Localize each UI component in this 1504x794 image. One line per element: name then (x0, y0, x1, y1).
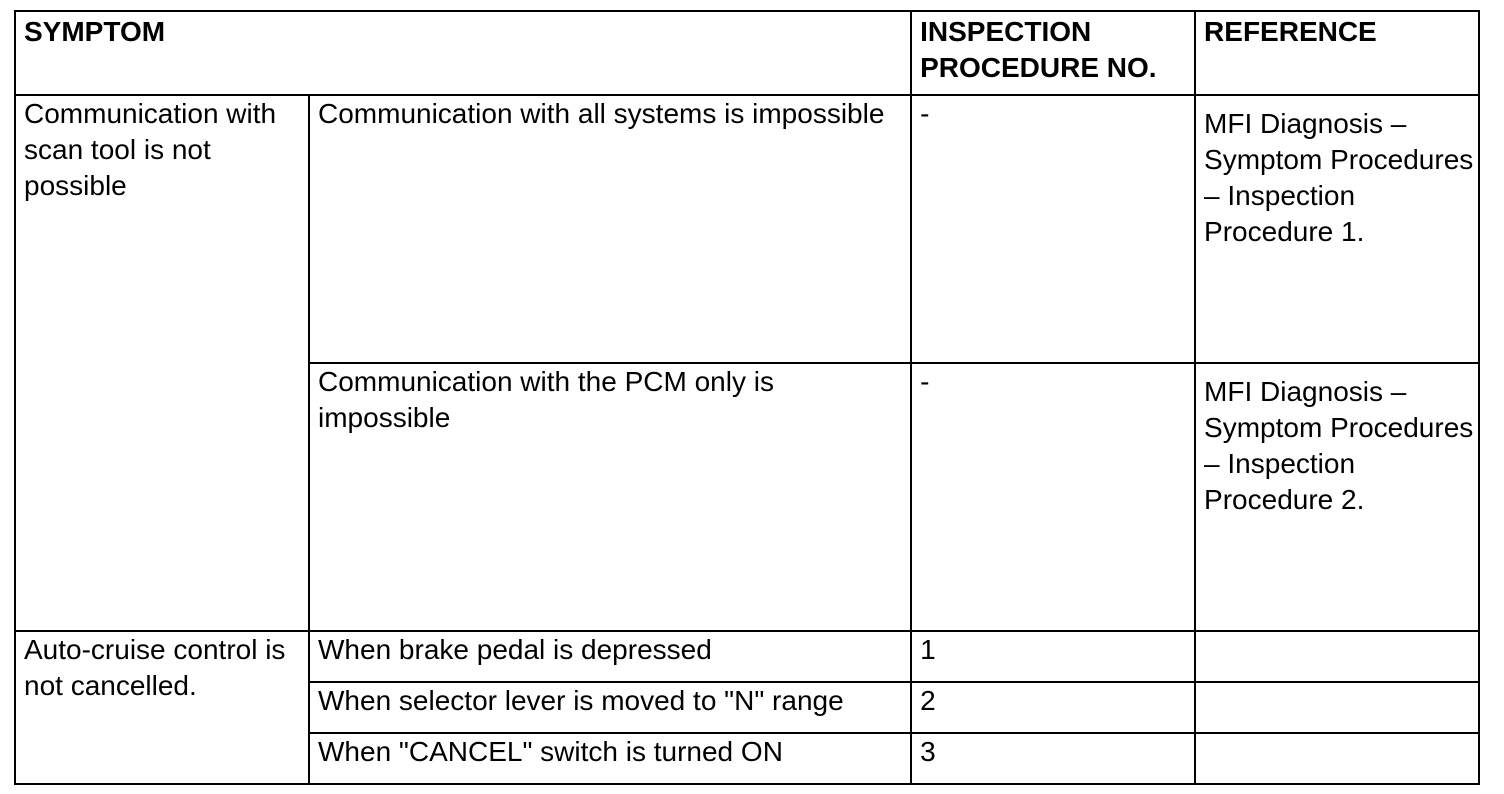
condition-cell: When "CANCEL" switch is turned ON (309, 733, 911, 784)
procedure-cell: - (911, 95, 1195, 363)
procedure-cell: 1 (911, 631, 1195, 682)
reference-cell (1195, 682, 1479, 733)
header-inspection-procedure-no (911, 11, 1195, 95)
condition-cell: Communication with the PCM only is impossible (309, 363, 911, 631)
header-symptom: SYMPTOM (15, 11, 911, 95)
table-header-row (15, 11, 1479, 95)
reference-cell (1195, 631, 1479, 682)
condition-cell: Communication with all systems is impossible (309, 95, 911, 363)
symptom-cell-auto-cruise: Auto-cruise control is not cancelled. (15, 631, 309, 784)
reference-cell (1195, 733, 1479, 784)
symptom-table (14, 10, 1480, 785)
reference-cell: MFI Diagnosis – Symptom Procedures – Inspection Procedure 2. (1195, 363, 1479, 631)
condition-cell: When brake pedal is depressed (309, 631, 911, 682)
table-row (15, 631, 1479, 682)
reference-cell: MFI Diagnosis – Symptom Procedures – Inspection Procedure 1. (1195, 95, 1479, 363)
header-inspection-line2: PROCEDURE NO. (920, 52, 1157, 83)
procedure-cell: 2 (911, 682, 1195, 733)
table-row (15, 95, 1479, 363)
condition-cell: When selector lever is moved to "N" range (309, 682, 911, 733)
procedure-cell: - (911, 363, 1195, 631)
procedure-cell: 3 (911, 733, 1195, 784)
header-inspection-line1: INSPECTION (920, 16, 1092, 47)
header-reference: REFERENCE (1195, 11, 1479, 95)
symptom-cell-communication: Communication with scan tool is not possible (15, 95, 309, 631)
